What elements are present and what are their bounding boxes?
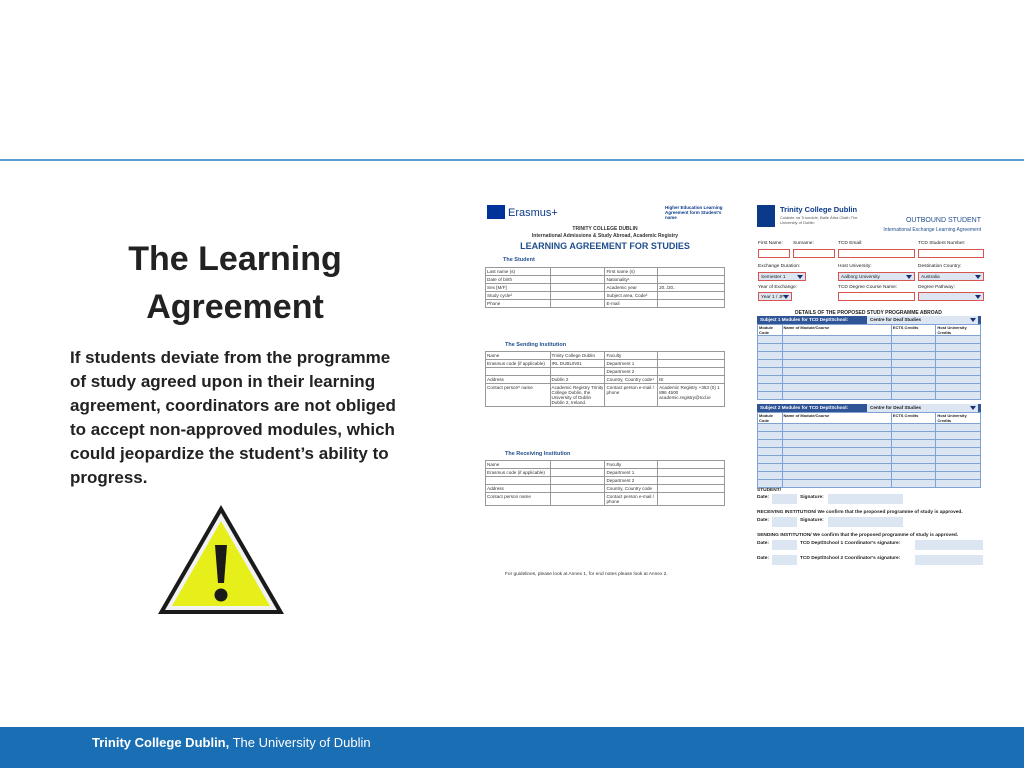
student-date-label: Date: [757, 495, 769, 500]
student-number-label: TCD Student Number: [918, 241, 966, 246]
sending-date-label-1: Date: [757, 541, 769, 546]
details-heading: DETAILS OF THE PROPOSED STUDY PROGRAMME ABROAD [795, 310, 942, 316]
subject-2-cell[interactable] [891, 424, 936, 432]
subject-1-cell[interactable] [936, 336, 981, 344]
subject-1-cell[interactable] [782, 336, 891, 344]
subject-2-cell[interactable] [758, 472, 783, 480]
subject-2-cell[interactable] [936, 464, 981, 472]
subject-1-cell[interactable] [936, 360, 981, 368]
subject-2-cell[interactable] [891, 456, 936, 464]
subject-1-cell[interactable] [758, 360, 783, 368]
subject-1-cell[interactable] [782, 392, 891, 400]
subject-2-cell[interactable] [782, 424, 891, 432]
tcd-email-field[interactable] [838, 249, 915, 258]
subject-1-cell[interactable] [936, 352, 981, 360]
subject-1-cell[interactable] [891, 376, 936, 384]
receiving-cell [486, 477, 551, 485]
sending-cell: Academic Registry +353 (0) 1 896 4500 academic.registry@tcd.ie [658, 384, 725, 407]
subject-1-cell[interactable] [936, 392, 981, 400]
subject-2-cell[interactable] [936, 480, 981, 488]
subject-1-col-header: Host University Credits [936, 325, 981, 336]
degree-pathway-label: Degree Pathway: [918, 285, 955, 290]
year-of-exchange-label: Year of Exchange: [758, 285, 798, 290]
receiving-cell [550, 461, 605, 469]
sending-cell: Name [486, 352, 551, 360]
student-row [486, 300, 725, 308]
receiving-cell: Contact person e-mail / phone [605, 493, 658, 506]
receiving-row [486, 469, 725, 477]
receiving-cell: Address [486, 485, 551, 493]
section-student: The Student [503, 257, 535, 263]
sending-cell: Contact person⁵ name [486, 384, 551, 407]
subject-1-cell[interactable] [936, 384, 981, 392]
degree-course-field[interactable] [838, 292, 915, 301]
sending-date-label-2: Date: [757, 556, 769, 561]
student-cell: Study cycle² [486, 292, 551, 300]
subject-2-cell[interactable] [936, 440, 981, 448]
footer-subtitle: The University of Dublin [229, 735, 371, 750]
student-cell [550, 292, 605, 300]
form-header-right: Higher Education Learning Agreement form Student's name [665, 205, 723, 220]
subject-2-row [758, 472, 981, 480]
sending-cell [658, 368, 725, 376]
student-cell [550, 268, 605, 276]
sending-cell: Department 1 [605, 360, 658, 368]
subject-1-cell[interactable] [758, 376, 783, 384]
subject-2-cell[interactable] [758, 456, 783, 464]
sending-row [486, 368, 725, 376]
subject-2-cell[interactable] [936, 432, 981, 440]
subject-1-row [758, 392, 981, 400]
receiving-cell: Faculty [605, 461, 658, 469]
subject-1-cell[interactable] [782, 360, 891, 368]
subject-2-cell[interactable] [936, 448, 981, 456]
receiving-table [485, 460, 725, 506]
tcd-crest-icon [757, 205, 775, 227]
subject-1-cell[interactable] [936, 376, 981, 384]
subject-1-cell[interactable] [891, 344, 936, 352]
sending-cell: Faculty [605, 352, 658, 360]
receiving-heading: RECEIVING INSTITUTION/ We confirm that the proposed programme of study is approved. [757, 510, 963, 515]
receiving-date-field[interactable] [772, 517, 797, 527]
footer-bar [0, 727, 1024, 768]
subject-2-header [757, 404, 981, 412]
subject-1-cell[interactable] [758, 336, 783, 344]
subject-2-cell[interactable] [782, 432, 891, 440]
degree-course-label: TCD Degree Course Name: [838, 285, 898, 290]
receiving-row [486, 477, 725, 485]
form-title: LEARNING AGREEMENT FOR STUDIES [520, 241, 690, 251]
subject-2-grid [757, 412, 981, 488]
student-cell: E-mail [605, 300, 658, 308]
receiving-cell: Department 1 [605, 469, 658, 477]
subject-2-cell[interactable] [758, 464, 783, 472]
destination-country-select[interactable]: Australia [918, 272, 984, 281]
sending-row [486, 360, 725, 368]
student-date-field[interactable] [772, 494, 797, 504]
subject-2-cell[interactable] [936, 456, 981, 464]
sending-date-field-2[interactable] [772, 555, 797, 565]
student-cell [550, 276, 605, 284]
student-cell: Date of birth [486, 276, 551, 284]
subject-1-cell[interactable] [782, 384, 891, 392]
footer-institution: Trinity College Dublin, [92, 735, 230, 750]
subject-1-cell[interactable] [758, 392, 783, 400]
form-subtitle-2: International Admissions & Study Abroad, Academic Registry [531, 233, 679, 239]
student-row [486, 292, 725, 300]
student-cell [550, 284, 605, 292]
subject-2-cell[interactable] [782, 448, 891, 456]
subject-1-row [758, 352, 981, 360]
section-sending: The Sending Institution [505, 342, 567, 348]
student-table [485, 267, 725, 308]
subject-2-cell[interactable] [891, 448, 936, 456]
coord1-signature-field[interactable] [915, 540, 983, 550]
subject-2-cell[interactable] [891, 464, 936, 472]
student-row [486, 276, 725, 284]
subject-2-col-header: Module Code [758, 413, 783, 424]
receiving-cell: Country, Country code [605, 485, 658, 493]
sending-row [486, 376, 725, 384]
student-number-field[interactable] [918, 249, 984, 258]
student-cell [658, 300, 725, 308]
sending-table [485, 351, 725, 407]
coord2-signature-field[interactable] [915, 555, 983, 565]
subject-2-row [758, 440, 981, 448]
subject-1-cell[interactable] [891, 352, 936, 360]
sending-cell: Dublin 2 [550, 376, 605, 384]
subject-2-cell[interactable] [782, 480, 891, 488]
ielar-label: International Exchange Learning Agreement [883, 227, 981, 233]
subject-1-header [757, 316, 981, 324]
subject-1-cell[interactable] [758, 352, 783, 360]
subject-1-cell[interactable] [936, 368, 981, 376]
sending-cell: Department 2 [605, 368, 658, 376]
student-cell [658, 292, 725, 300]
receiving-signature-field[interactable] [828, 517, 903, 527]
subject-1-col-header: Module Code [758, 325, 783, 336]
tcd-email-label: TCD Email: [838, 241, 863, 246]
subject-1-row [758, 336, 981, 344]
subject-2-cell[interactable] [782, 456, 891, 464]
receiving-cell [550, 469, 605, 477]
subject-1-col-header: Name of Module/Course [782, 325, 891, 336]
host-university-select[interactable]: Aalborg University [838, 272, 915, 281]
destination-country-label: Destination Country: [918, 264, 962, 269]
section-receiving: The Receiving Institution [505, 451, 571, 457]
subject-2-col-header: ECTS Credits [891, 413, 936, 424]
tcd-subtitle: Coláiste na Tríonóide, Baile Átha Cliath The University of Dublin [780, 215, 858, 225]
subject-1-cell[interactable] [891, 336, 936, 344]
receiving-cell [550, 493, 605, 506]
subject-2-cell[interactable] [891, 432, 936, 440]
subject-2-cell[interactable] [936, 472, 981, 480]
subject-1-dept-select[interactable]: Centre for Deaf Studies [867, 316, 978, 324]
subject-1-row [758, 368, 981, 376]
subject-2-cell[interactable] [758, 440, 783, 448]
exchange-duration-select[interactable]: Semester 1 [758, 272, 806, 281]
first-name-field[interactable] [758, 249, 790, 258]
subject-1-cell[interactable] [782, 352, 891, 360]
student-sig-heading: STUDENT/ [757, 488, 781, 493]
host-university-label: Host University: [838, 264, 872, 269]
subject-1-label: Subject 1 Modules for TCD Dept/School: [760, 317, 849, 322]
year-select[interactable]: Year 1 / JF [758, 292, 792, 301]
subject-2-dept-select[interactable]: Centre for Deaf Studies [867, 404, 978, 412]
form-footnote: For guidelines, please look at Annex 1, for end notes please look at Annex 2. [505, 572, 668, 577]
degree-pathway-select[interactable] [918, 292, 984, 301]
student-signature-label: Signature: [800, 495, 824, 500]
receiving-cell [658, 477, 725, 485]
subject-1-col-header: ECTS Credits [891, 325, 936, 336]
sending-cell [658, 352, 725, 360]
sending-cell: Trinity College Dublin [550, 352, 605, 360]
student-cell: Phone [486, 300, 551, 308]
subject-1-cell[interactable] [758, 344, 783, 352]
student-row [486, 284, 725, 292]
receiving-cell [658, 493, 725, 506]
receiving-cell: Name [486, 461, 551, 469]
warning-triangle-icon [156, 503, 286, 616]
subject-1-cell[interactable] [936, 344, 981, 352]
subject-2-cell[interactable] [782, 464, 891, 472]
erasmus-logo-text: Erasmus+ [508, 207, 558, 219]
sending-cell: IRL DUBLIN01 [550, 360, 605, 368]
student-cell [658, 276, 725, 284]
tcd-outbound-form [755, 203, 985, 568]
subject-1-cell[interactable] [891, 360, 936, 368]
subject-1-cell[interactable] [891, 384, 936, 392]
sending-cell: Country, Country code⁴ [605, 376, 658, 384]
subject-2-row [758, 432, 981, 440]
subject-1-cell[interactable] [782, 368, 891, 376]
subject-2-cell[interactable] [936, 424, 981, 432]
sending-cell [658, 360, 725, 368]
subject-1-cell[interactable] [758, 384, 783, 392]
subject-1-cell[interactable] [758, 368, 783, 376]
receiving-cell: Contact person name [486, 493, 551, 506]
subject-2-col-header: Host University Credits [936, 413, 981, 424]
student-cell: Academic year [605, 284, 658, 292]
subject-2-cell[interactable] [891, 440, 936, 448]
subject-2-row [758, 448, 981, 456]
first-name-label: First Name: [758, 241, 783, 246]
receiving-signature-label: Signature: [800, 518, 824, 523]
footer-text [92, 735, 371, 750]
sending-heading: SENDING INSTITUTION/ We confirm that the proposed programme of study is approved. [757, 533, 959, 538]
receiving-cell: Erasmus code (if applicable) [486, 469, 551, 477]
student-cell: Nationality¹ [605, 276, 658, 284]
sending-row [486, 352, 725, 360]
receiving-date-label: Date: [757, 518, 769, 523]
student-cell: Sex [M/F] [486, 284, 551, 292]
receiving-cell [658, 485, 725, 493]
receiving-cell [550, 477, 605, 485]
receiving-cell [550, 485, 605, 493]
header-divider [0, 159, 1024, 161]
slide-title: The Learning Agreement [128, 240, 342, 326]
sending-cell: Academic Registry Trinity College Dublin, the University of Dublin Dublin 2, Ireland. [551, 385, 604, 405]
sending-cell: Contact person e-mail / phone [605, 384, 658, 407]
subject-2-row [758, 456, 981, 464]
receiving-cell [658, 469, 725, 477]
subject-1-cell[interactable] [782, 376, 891, 384]
erasmus-learning-agreement-form [485, 201, 725, 586]
sending-cell [550, 368, 605, 376]
subject-1-row [758, 344, 981, 352]
receiving-row [486, 493, 725, 506]
subject-1-row [758, 384, 981, 392]
student-cell: Subject area, Code³ [605, 292, 658, 300]
subject-2-cell[interactable] [891, 472, 936, 480]
form-subtitle-1: TRINITY COLLEGE DUBLIN [572, 226, 638, 232]
sending-row [486, 384, 725, 407]
sending-cell: IE [658, 376, 725, 384]
subject-2-row [758, 424, 981, 432]
tcd-name: Trinity College Dublin [780, 205, 858, 214]
subject-1-row [758, 360, 981, 368]
outbound-student-label: OUTBOUND STUDENT [905, 217, 981, 224]
student-signature-field[interactable] [828, 494, 903, 504]
student-cell [658, 268, 725, 276]
subject-2-header-row [758, 413, 981, 424]
sending-cell: Erasmus code (if applicable) [486, 360, 551, 368]
exchange-duration-label: Exchange Duration: [758, 264, 801, 269]
subject-2-cell[interactable] [782, 472, 891, 480]
sending-cell [486, 368, 551, 376]
student-cell: Last name (s) [486, 268, 551, 276]
slide-body-text: If students deviate from the programme of study agreed upon in their learning agreement, coordinators are not obliged to accept non-approved modules, which could jeopardize the student’s ability to progress. [70, 348, 396, 487]
sending-date-field-1[interactable] [772, 540, 797, 550]
subject-2-cell[interactable] [758, 424, 783, 432]
subject-2-row [758, 464, 981, 472]
subject-2-row [758, 480, 981, 488]
subject-1-row [758, 376, 981, 384]
subject-1-cell[interactable] [891, 368, 936, 376]
receiving-cell: Department 2 [605, 477, 658, 485]
receiving-cell [658, 461, 725, 469]
receiving-row [486, 461, 725, 469]
student-cell: First name (s) [605, 268, 658, 276]
surname-field[interactable] [793, 249, 835, 258]
surname-label: Surname: [793, 241, 814, 246]
receiving-row [486, 485, 725, 493]
coord2-label: TCD Dept/School 2 Coordinator's signature: [800, 556, 901, 561]
subject-1-cell[interactable] [782, 344, 891, 352]
eu-flag-icon [487, 205, 505, 219]
subject-2-cell[interactable] [758, 480, 783, 488]
subject-2-cell[interactable] [758, 432, 783, 440]
subject-2-label: Subject 2 Modules for TCD Dept/School: [760, 405, 849, 410]
coord1-label: TCD Dept/School 1 Coordinator's signature: [800, 541, 901, 546]
subject-2-col-header: Name of Module/Course [782, 413, 891, 424]
sending-cell: Address [486, 376, 551, 384]
student-row [486, 268, 725, 276]
subject-1-cell[interactable] [891, 392, 936, 400]
subject-2-cell[interactable] [891, 480, 936, 488]
subject-1-grid [757, 324, 981, 400]
subject-2-cell[interactable] [758, 448, 783, 456]
student-cell [550, 300, 605, 308]
student-cell: 20../20.. [658, 284, 725, 292]
subject-2-cell[interactable] [782, 440, 891, 448]
subject-1-header-row [758, 325, 981, 336]
